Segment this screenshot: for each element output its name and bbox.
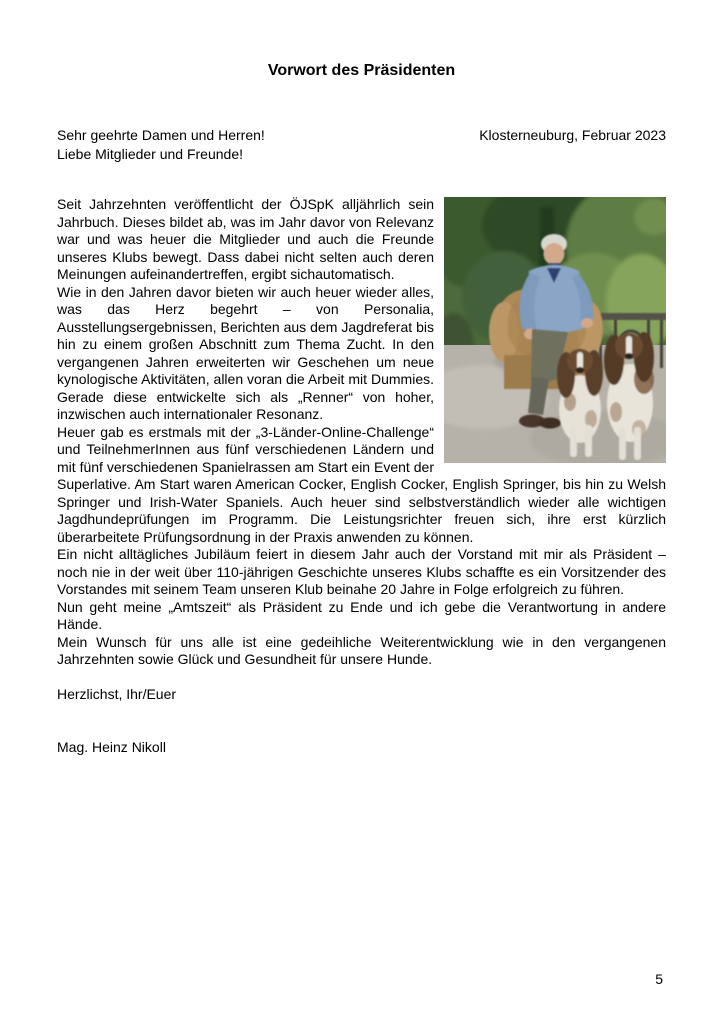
body-text	[57, 196, 666, 756]
salutation-line-2: Liebe Mitglieder und Freunde!	[57, 146, 244, 162]
page-title: Vorwort des Präsidenten	[267, 62, 456, 79]
closing-salutation: Herzlichst, Ihr/Euer	[57, 686, 177, 702]
salutation	[57, 126, 265, 164]
president-photo-illustration	[444, 197, 666, 463]
president-photo	[444, 197, 666, 463]
paragraph-2: Wie in den Jahren davor bieten wir auch heuer wieder alles, was das Herz begehrt – von Personalia, Ausstellungsergebnissen, Berichten aus dem Jagdreferat bis hin zu einem großen Abschnitt zum Thema Zucht. In den vergangenen Jahren erweiterten wir Geschehen um neue kynologische Aktivitäten, allen voran die Arbeit mit Dummies. Gerade diese entwickelte sich als „Renner“ von hoher, inzwischen auch internationaler Resonanz.	[57, 283, 434, 422]
paragraph-1: Seit Jahrzehnten veröffentlicht der ÖJSpK alljährlich sein Jahrbuch. Dieses bildet ab, was im Jahr davor von Relevanz war und was heuer die Mitglieder und auch die Freunde unseres Klubs bewegt. Dass dabei nicht selten auch deren Meinungen aufeinandertreffen, ergibt sichautomatisch.	[57, 196, 434, 282]
paragraph-6: Mein Wunsch für uns alle ist eine gedeihliche Weiterentwicklung wie in den vergangenen Jahrzehnten sowie Glück und Gesundheit für unsere Hunde.	[57, 633, 666, 667]
paragraph-3: Heuer gab es erstmals mit der „3-Länder-Online-Challenge“ und TeilnehmerInnen aus fünf verschiedenen Ländern und mit fünf verschiedenen Spanielrassen am Start ein Event der Superlative. Am Start waren American Cocker, English Cocker, English Springer, bis hin zu Welsh Springer und Irish-Water Spaniels. Auch heuer sind selbstverständlich wieder alle wichtigen Jagdhundeprüfungen im Programm. Die Leistungsrichter freuen sich, ihre erst kürzlich überarbeitete Prüfungsordnung in der Praxis anwenden zu können.	[57, 423, 666, 545]
paragraph-5: Nun geht meine „Amtszeit“ als Präsident zu Ende und ich gebe die Verantwortung in andere Hände.	[57, 598, 666, 632]
paragraph-4: Ein nicht alltägliches Jubiläum feiert in diesem Jahr auch der Vorstand mit mir als Präsident – noch nie in der weit über 110-jährigen Geschichte unseres Klubs schaffte es ein Vorsitzender des Vorstandes mit seinem Team unseren Klub beinahe 20 Jahre in Folge erfolgreich zu führen.	[57, 546, 666, 597]
dateline: Klosterneuburg, Februar 2023	[479, 127, 666, 143]
greeting-block	[57, 126, 666, 164]
salutation-line-1: Sehr geehrte Damen und Herren!	[57, 127, 265, 143]
signature: Mag. Heinz Nikoll	[57, 738, 166, 755]
page-number: 5	[655, 971, 663, 987]
